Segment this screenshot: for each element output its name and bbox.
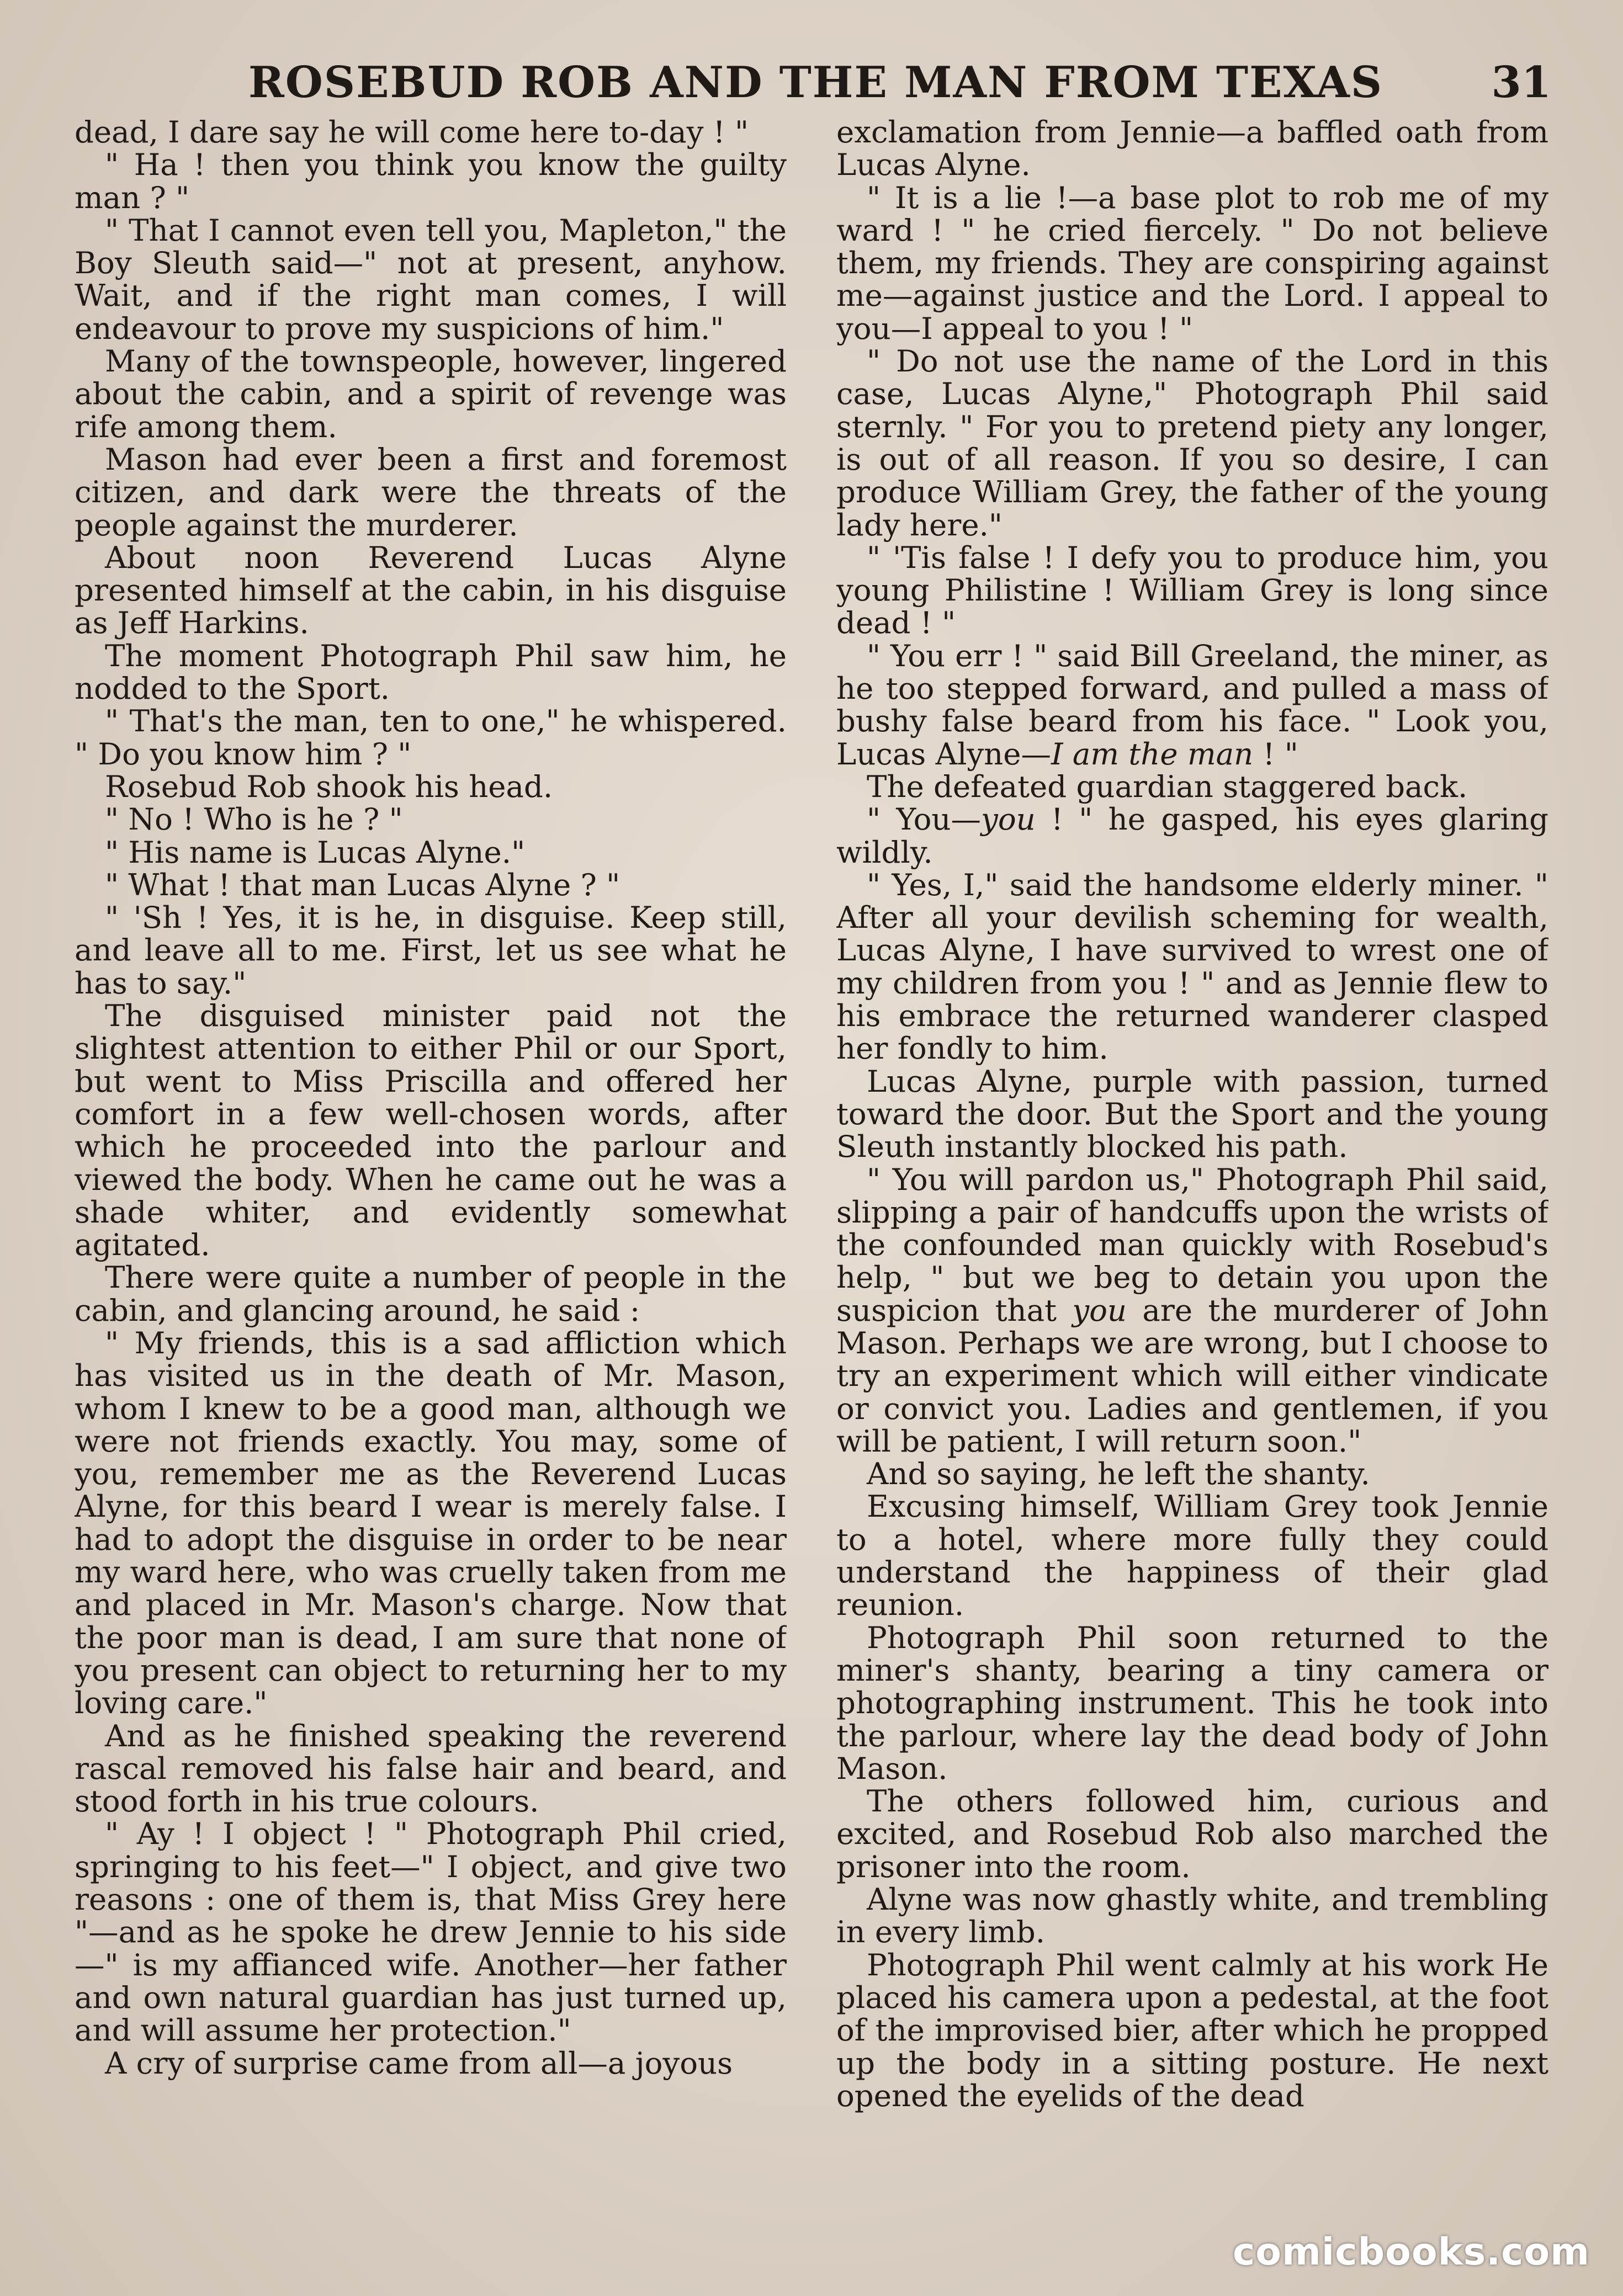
paragraph: " Ay ! I object ! " Photograph Phil cried, springing to his feet—" I object, and give two reasons : one of them is, that Miss Grey here "—and as he spoke he drew Jennie to his side—" is my affianced wife. Another—her father and own natural guardian has just turned up, and will assume her protection." — [75, 1816, 787, 2048]
left-column — [75, 116, 787, 2235]
paragraph: " Ha ! then you think you know the guilty man ? " — [75, 147, 787, 215]
paragraph: A cry of surprise came from all—a joyous — [105, 2045, 733, 2081]
paragraph: Alyne was now ghastly white, and trembling in every limb. — [836, 1882, 1548, 1950]
paragraph: Photograph Phil soon returned to the miner's shanty, bearing a tiny camera or photographing instrument. This he took into the parlour, where lay the dead body of John Mason. — [836, 1619, 1548, 1786]
paragraph: " 'Tis false ! I defy you to produce him, you young Philistine ! William Grey is long since dead ! " — [836, 539, 1548, 641]
paragraph: " Yes, I," said the handsome elderly miner. " After all your devilish scheming for wealth, Lucas Alyne, I have survived to wrest one of my children from you ! " and as Jennie flew to his embrace the returned wanderer clasped her fondly to him. — [836, 867, 1548, 1066]
paragraph: " What ! that man Lucas Alyne ? " — [105, 867, 620, 902]
paragraph: And so saying, he left the shanty. — [867, 1456, 1370, 1492]
text-run: ! " — [1253, 736, 1298, 772]
paragraph: " My friends, this is a sad affliction which has visited us in the death of Mr. Mason, whom I knew to be a good man, although we were not friends exactly. You may, some of you, remember me as the Reverend Lucas Alyne, for this beard I wear is merely false. I had to adopt the disguise in order to be near my ward here, who was cruelly taken from me and placed in Mr. Mason's charge. Now that the poor man is dead, I am sure that none of you present can object to returning her to my loving care." — [75, 1325, 787, 1721]
italic-run: I am the man — [1051, 736, 1254, 772]
right-column — [836, 116, 1548, 2235]
paragraph: " Do not use the name of the Lord in this case, Lucas Alyne," Photograph Phil said sternly. " For you to pretend piety any longer, is out of all reason. If you so desire, I can produce William Grey, the father of the young lady here." — [836, 343, 1548, 543]
paragraph: Photograph Phil went calmly at his work He placed his camera upon a pedestal, at the foot of the improvised bier, after which he propped up the body in a sitting posture. He next opened the eyelids of the dead — [836, 1947, 1548, 2113]
paragraph: " That I cannot even tell you, Mapleton," the Boy Sleuth said—" not at present, anyhow. Wait, and if the right man comes, I will endeavour to prove my suspicions of him." — [75, 212, 787, 346]
page-number: 31 — [1491, 57, 1551, 108]
text-run: " You— — [867, 801, 982, 837]
italic-run: you — [981, 801, 1036, 837]
paragraph: " 'Sh ! Yes, it is he, in disguise. Keep still, and leave all to me. First, let us see what he has to say." — [75, 900, 787, 1001]
paragraph: The disguised minister paid not the slightest attention to either Phil or our Sport, but went to Miss Priscilla and offered her comfort in a few well-chosen words, after which he proceeded into the parlour and viewed the body. When he came out he was a shade whiter, and evidently somewhat agitated. — [75, 998, 787, 1263]
text-run: ! " he gasped, his eyes glaring wildly. — [836, 801, 1548, 870]
text-run: " You will pardon us," Photograph Phil said, slipping a pair of handcuffs upon the wrists of the confounded man quickly with Rosebud's help, " but we beg to detain you upon the suspicion that — [836, 1161, 1548, 1328]
paragraph-pardon — [836, 1163, 1548, 1458]
paragraph: " It is a lie !—a base plot to rob me of my ward ! " he cried fiercely. " Do not believe them, my friends. They are conspiring against me—against justice and the Lord. I appeal to you—I appeal to you ! " — [836, 179, 1548, 346]
watermark: comicbooks.com — [1232, 2230, 1590, 2274]
running-title: ROSEBUD ROB AND THE MAN FROM TEXAS — [248, 57, 1383, 108]
paragraph: Lucas Alyne, purple with passion, turned toward the door. But the Sport and the young Sleuth instantly blocked his path. — [836, 1063, 1548, 1165]
paragraph: The others followed him, curious and excited, and Rosebud Rob also marched the prisoner into the room. — [836, 1783, 1548, 1884]
paragraph: Rosebud Rob shook his head. — [105, 768, 553, 804]
paragraph: " That's the man, ten to one," he whispered. " Do you know him ? " — [75, 703, 787, 772]
paragraph: exclamation from Jennie—a baffled oath from Lucas Alyne. — [836, 116, 1548, 183]
paragraph: The moment Photograph Phil saw him, he nodded to the Sport. — [75, 637, 787, 706]
paragraph-greeland — [836, 637, 1548, 772]
paragraph: Many of the townspeople, however, lingered about the cabin, and a spirit of revenge was rife among them. — [75, 343, 787, 444]
paragraph: And as he finished speaking the reverend rascal removed his false hair and beard, and stood forth in his true colours. — [75, 1718, 787, 1819]
paragraph: " No ! Who is he ? " — [105, 801, 403, 837]
paragraph-you — [836, 803, 1548, 869]
paragraph: Mason had ever been a first and foremost citizen, and dark were the threats of the people against the murderer. — [75, 441, 787, 543]
italic-run: you — [1072, 1292, 1127, 1328]
paragraph: About noon Reverend Lucas Alyne presented himself at the cabin, in his disguise as Jeff Harkins. — [75, 539, 787, 641]
page-header — [66, 52, 1568, 113]
paragraph: dead, I dare say he will come here to-day ! " — [75, 116, 749, 150]
paragraph: There were quite a number of people in the cabin, and glancing around, he said : — [75, 1259, 787, 1328]
paragraph: Excusing himself, William Grey took Jennie to a hotel, where more fully they could understand the happiness of their glad reunion. — [836, 1489, 1548, 1623]
paragraph: The defeated guardian staggered back. — [867, 768, 1468, 804]
text-run: are the murderer of John Mason. Perhaps we are wrong, but I choose to try an experiment which will either vindicate or convict you. Ladies and gentlemen, if you will be patient, I will return soon." — [836, 1292, 1548, 1459]
text-run: " You err ! " said Bill Greeland, the miner, as he too stepped forward, and pulled a mass of bushy false beard from his face. " Look you, Lucas Alyne— — [836, 637, 1548, 772]
paragraph: " His name is Lucas Alyne." — [105, 834, 526, 870]
